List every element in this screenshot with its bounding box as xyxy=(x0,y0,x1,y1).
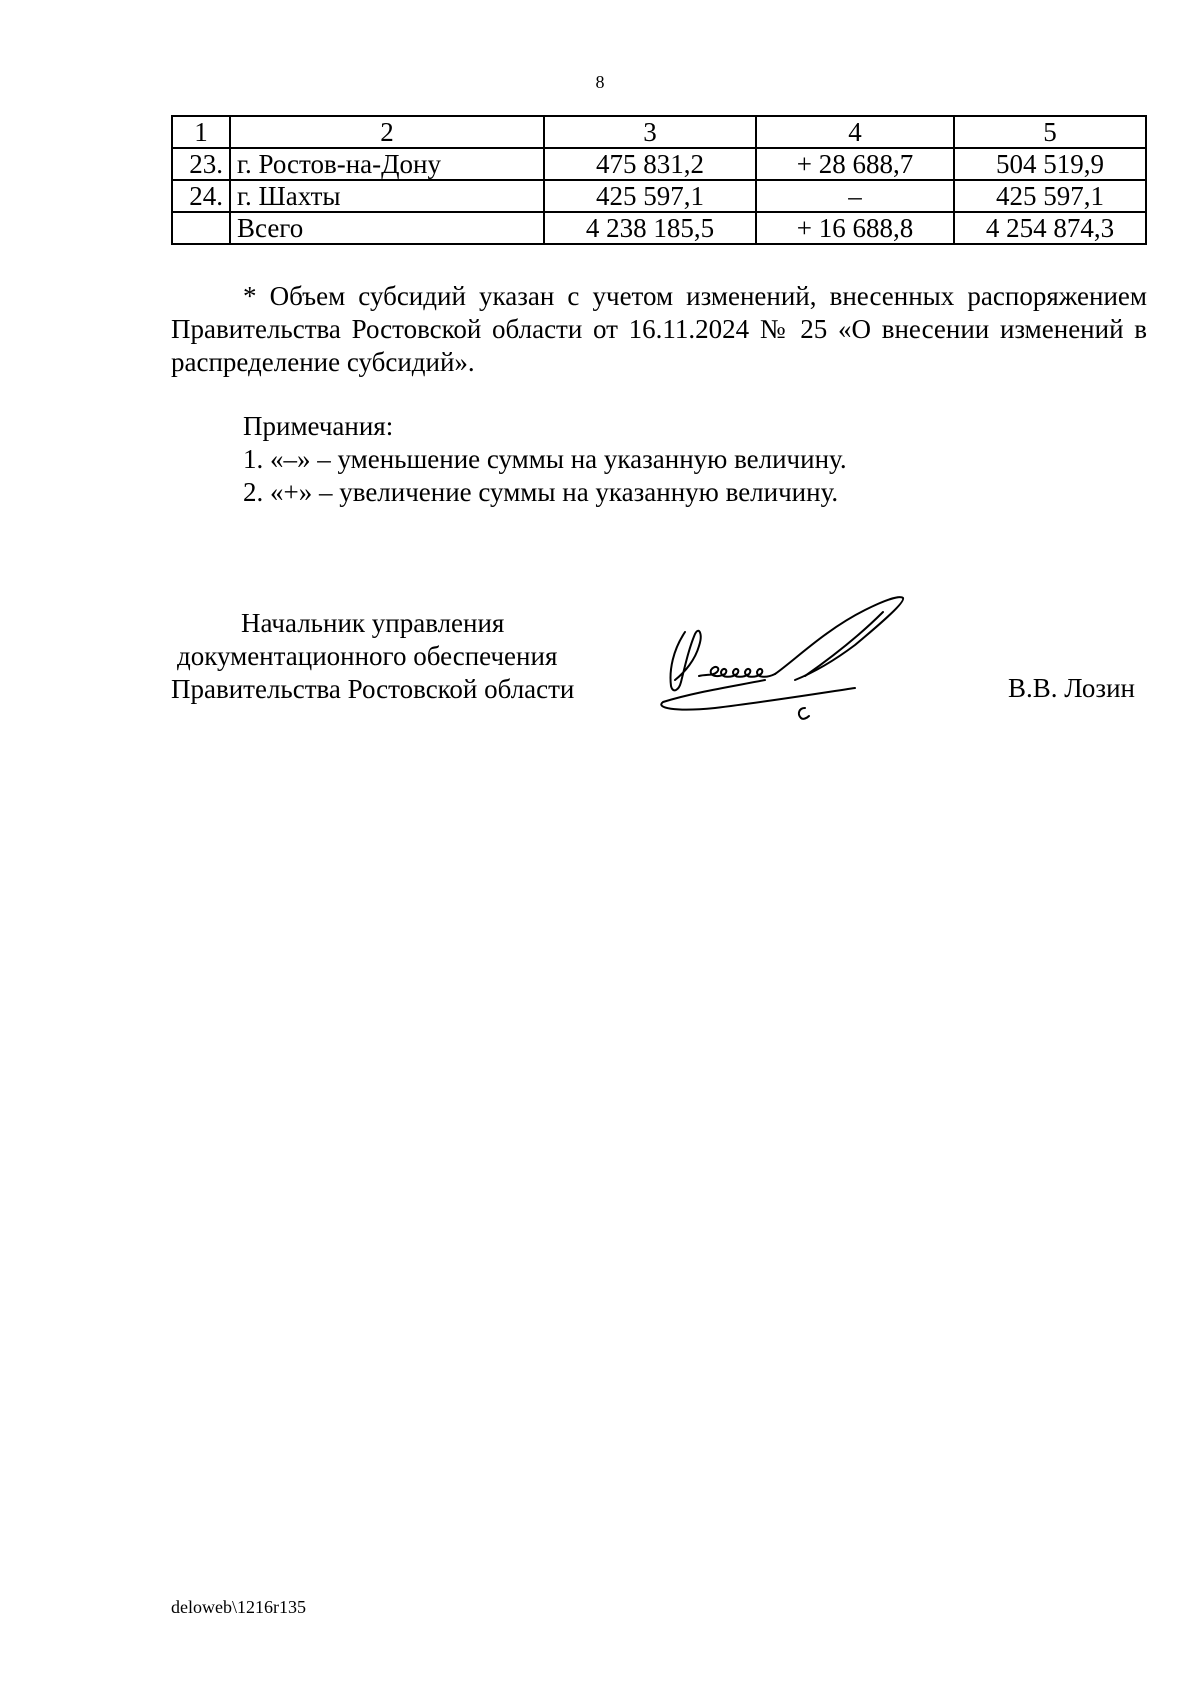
handwritten-signature xyxy=(655,590,985,740)
position-line: Правительства Ростовской области xyxy=(171,674,575,704)
note-item: 2. «+» – увеличение суммы на указанную величину. xyxy=(243,477,839,507)
position-line: Начальник управления xyxy=(241,608,505,638)
notes-section xyxy=(243,410,847,509)
change-cell: + 16 688,8 xyxy=(756,212,954,244)
footer-document-code: deloweb\1216r135 xyxy=(171,1597,306,1617)
table-row xyxy=(172,180,1146,212)
row-number-cell: 24. xyxy=(172,180,230,212)
table-header-cell: 4 xyxy=(756,116,954,148)
amount-cell: 4 238 185,5 xyxy=(544,212,756,244)
table-header-cell: 3 xyxy=(544,116,756,148)
municipality-cell: г. Шахты xyxy=(230,180,544,212)
municipality-cell: г. Ростов-на-Дону xyxy=(230,148,544,180)
table-row-total xyxy=(172,212,1146,244)
signer-position xyxy=(171,607,574,706)
notes-title: Примечания: xyxy=(243,411,394,441)
table-row xyxy=(172,148,1146,180)
row-number-cell: 23. xyxy=(172,148,230,180)
municipality-cell: Всего xyxy=(230,212,544,244)
amount-cell: 425 597,1 xyxy=(544,180,756,212)
position-line: документационного обеспечения xyxy=(177,641,558,671)
signer-name: В.В. Лозин xyxy=(1008,673,1135,703)
table-header-cell: 2 xyxy=(230,116,544,148)
table-header-cell: 1 xyxy=(172,116,230,148)
subsidy-table xyxy=(171,115,1147,245)
change-cell: – xyxy=(756,180,954,212)
total-cell: 4 254 874,3 xyxy=(954,212,1146,244)
page-number: 8 xyxy=(595,72,605,92)
table-header-row xyxy=(172,116,1146,148)
change-cell: + 28 688,7 xyxy=(756,148,954,180)
table-header-cell: 5 xyxy=(954,116,1146,148)
total-cell: 504 519,9 xyxy=(954,148,1146,180)
footnote-paragraph: * Объем субсидий указан с учетом изменений, внесенных распоряжением Правительства Ростовской области от 16.11.2024 № 25 «О внесении изменений в распределение субсидий». xyxy=(171,281,1147,377)
amount-cell: 475 831,2 xyxy=(544,148,756,180)
total-cell: 425 597,1 xyxy=(954,180,1146,212)
row-number-cell xyxy=(172,212,230,244)
note-item: 1. «–» – уменьшение суммы на указанную величину. xyxy=(243,444,847,474)
